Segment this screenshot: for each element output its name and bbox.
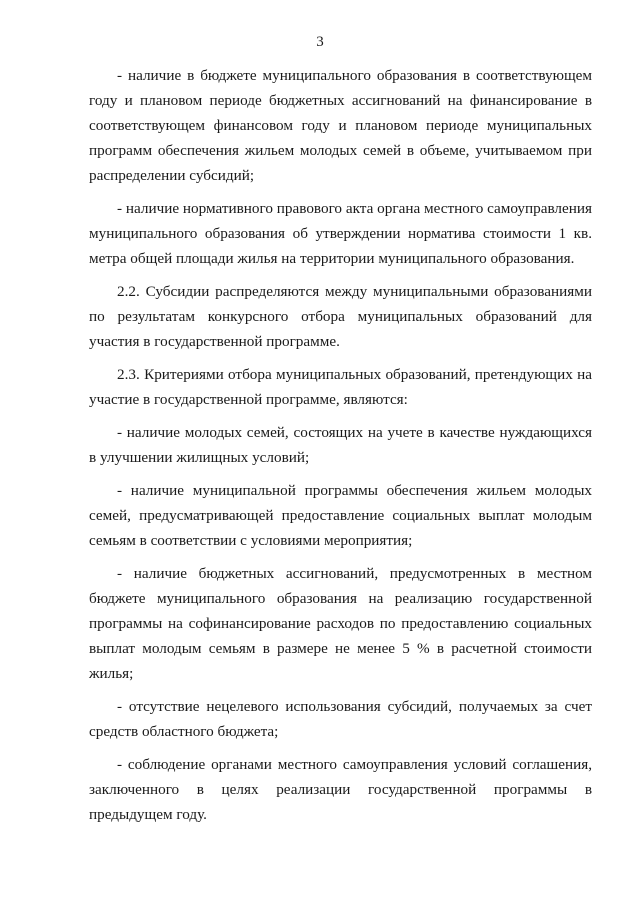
paragraph-young-families-registered: - наличие молодых семей, состоящих на учете в качестве нуждающихся в улучшении жилищных условий; <box>89 424 592 466</box>
paragraph-budget-allocations: - наличие в бюджете муниципального образования в соответствующем году и плановом периоде бюджетных ассигнований на финансирование в соответствующем финансовом году и плановом периоде муниципальных программ обеспечения жильем молодых семей в объеме, учитываемом при распределении субсидий; <box>89 67 592 184</box>
paragraph-municipal-program: - наличие муниципальной программы обеспечения жильем молодых семей, предусматривающей предоставление социальных выплат молодым семьям в соответствии с условиями мероприятия; <box>89 482 592 549</box>
paragraph-no-misuse: - отсутствие нецелевого использования субсидий, получаемых за счет средств областного бюджета; <box>89 698 592 740</box>
paragraph-normative-act: - наличие нормативного правового акта органа местного самоуправления муниципального образования об утверждении норматива стоимости 1 кв. метра общей площади жилья на территории муниципального образования. <box>89 200 592 267</box>
paragraph-2-3-criteria: 2.3. Критериями отбора муниципальных образований, претендующих на участие в государственной программе, являются: <box>89 366 592 408</box>
page-number: 3 <box>316 34 324 50</box>
paragraph-budget-cofinancing: - наличие бюджетных ассигнований, предусмотренных в местном бюджете муниципального образования на реализацию государственной программы на софинансирование расходов по предоставлению социальных выплат молодым семьям в размере не менее 5 % в расчетной стоимости жилья; <box>89 565 592 682</box>
document-body <box>89 63 592 835</box>
paragraph-2-2-distribution: 2.2. Субсидии распределяются между муниципальными образованиями по результатам конкурсного отбора муниципальных образований для участия в государственной программе. <box>89 283 592 350</box>
paragraph-agreement-compliance: - соблюдение органами местного самоуправления условий соглашения, заключенного в целях реализации государственной программы в предыдущем году. <box>89 756 592 823</box>
